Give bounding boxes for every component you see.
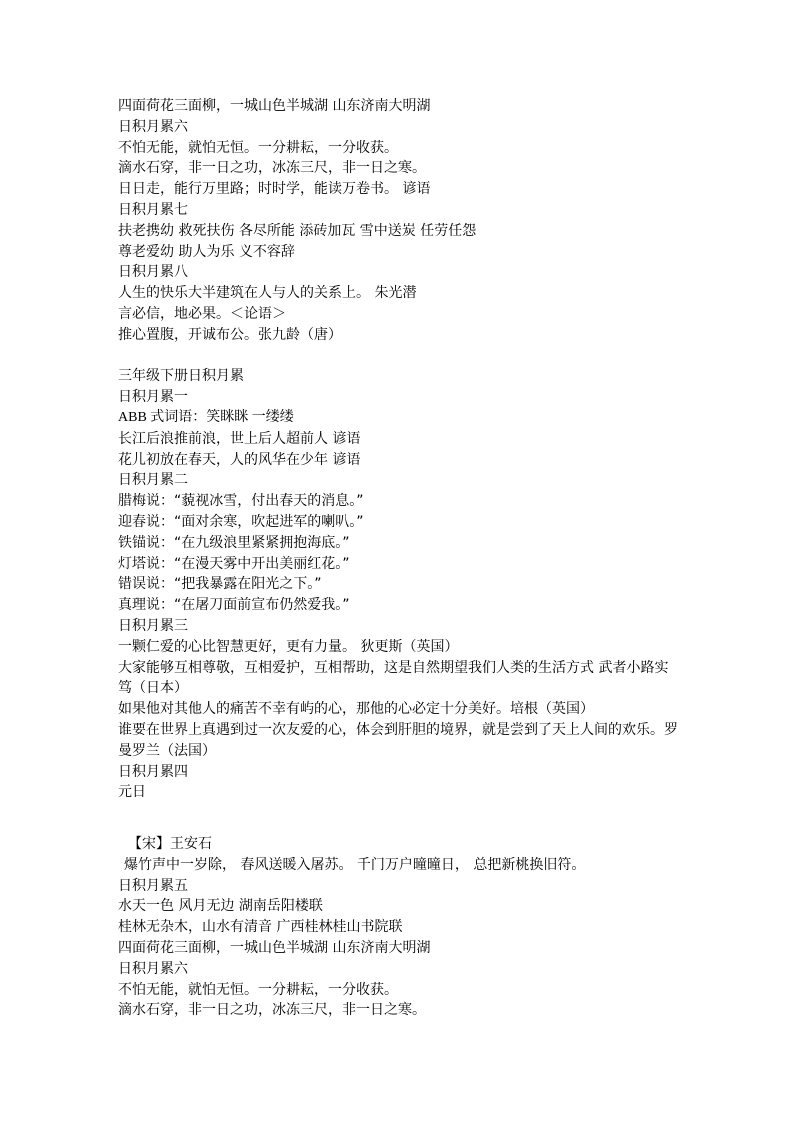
text-paragraph: 大家能够互相尊敬，互相爱护，互相帮助，这是自然期望我们人类的生活方式 武者小路实笃（日本） [118,659,669,697]
text-line: 滴水石穿，非一日之功，冰冻三尺，非一日之寒。 [118,1002,426,1019]
text-line: 日日走，能行万里路；时时学，能读万卷书。 谚语 [118,181,431,198]
text-line: 灯塔说：“在漫天雾中开出美丽红花。” [118,555,350,572]
text-line: 铁锚说：“在九级浪里紧紧拥抱海底。” [118,534,350,551]
text-line: 尊老爱幼 助人为乐 义不容辞 [118,243,295,260]
text-line: 水天一色 风月无边 湖南岳阳楼联 [118,898,323,915]
section-heading: 日积月累六 [118,118,188,135]
text-line: 如果他对其他人的痛苦不幸有屿的心，那他的心必定十分美好。培根（英国） [118,701,594,718]
text-line: 推心置腹，开诚布公。张九龄（唐） [118,326,342,343]
text-line: 滴水石穿，非一日之功，冰冻三尺，非一日之寒。 [118,160,426,177]
text-line: 长江后浪推前浪，世上后人超前人 谚语 [118,430,361,447]
section-heading: 日积月累四 [118,763,188,780]
text-line: 真理说：“在屠刀面前宣布仍然爱我。” [118,597,350,614]
text-line: 人生的快乐大半建筑在人与人的关系上。 朱光潜 [118,285,417,302]
poem-author: 【宋】王安石 [128,836,212,853]
text-line: 迎春说：“面对余寒，吹起进军的喇叭。” [118,513,364,530]
text-line: 四面荷花三面柳，一城山色半城湖 山东济南大明湖 [118,98,431,114]
text-line: 言必信，地必果。＜论语＞ [118,305,286,322]
section-heading: 日积月累五 [118,877,188,894]
text-line: 不怕无能，就怕无恒。一分耕耘，一分收获。 [118,981,398,998]
chapter-heading: 三年级下册日积月累 [118,368,244,385]
poem-title: 元日 [118,784,146,801]
text-line: 四面荷花三面柳，一城山色半城湖 山东济南大明湖 [118,940,431,957]
section-heading: 日积月累八 [118,264,188,281]
text-line: 腊梅说：“藐视冰雪，付出春天的消息。” [118,493,364,510]
section-heading: 日积月累二 [118,472,188,489]
section-heading: 日积月累三 [118,617,188,634]
text-line: 一颗仁爱的心比智慧更好，更有力量。 狄更斯（英国） [118,638,459,655]
text-line: 错误说：“把我暴露在阳光之下。” [118,576,322,593]
blank-line [118,346,678,367]
text-paragraph: 谁要在世界上真遇到过一次友爱的心，体会到肝胆的境界，就是尝到了天上人间的欢乐。罗曼罗兰（法国） [118,721,678,759]
section-heading: 日积月累一 [118,389,188,406]
text-line: 桂林无杂木，山水有清音 广西桂林桂山书院联 [118,919,403,936]
text-line: 不怕无能，就怕无恒。一分耕耘，一分收获。 [118,139,398,156]
document-body [118,96,678,1021]
text-line: ABB 式词语：笑眯眯 一缕缕 [118,409,294,425]
section-heading: 日积月累六 [118,960,188,977]
blank-line [118,803,678,834]
poem-text: 爆竹声中一岁除， 春风送暖入屠苏。 千门万户曈曈日， 总把新桃换旧符。 [124,856,586,873]
text-line: 花儿初放在春天，人的风华在少年 谚语 [118,451,361,468]
section-heading: 日积月累七 [118,201,188,218]
text-line: 扶老携幼 救死扶伤 各尽所能 添砖加瓦 雪中送炭 任劳任怨 [118,222,477,239]
